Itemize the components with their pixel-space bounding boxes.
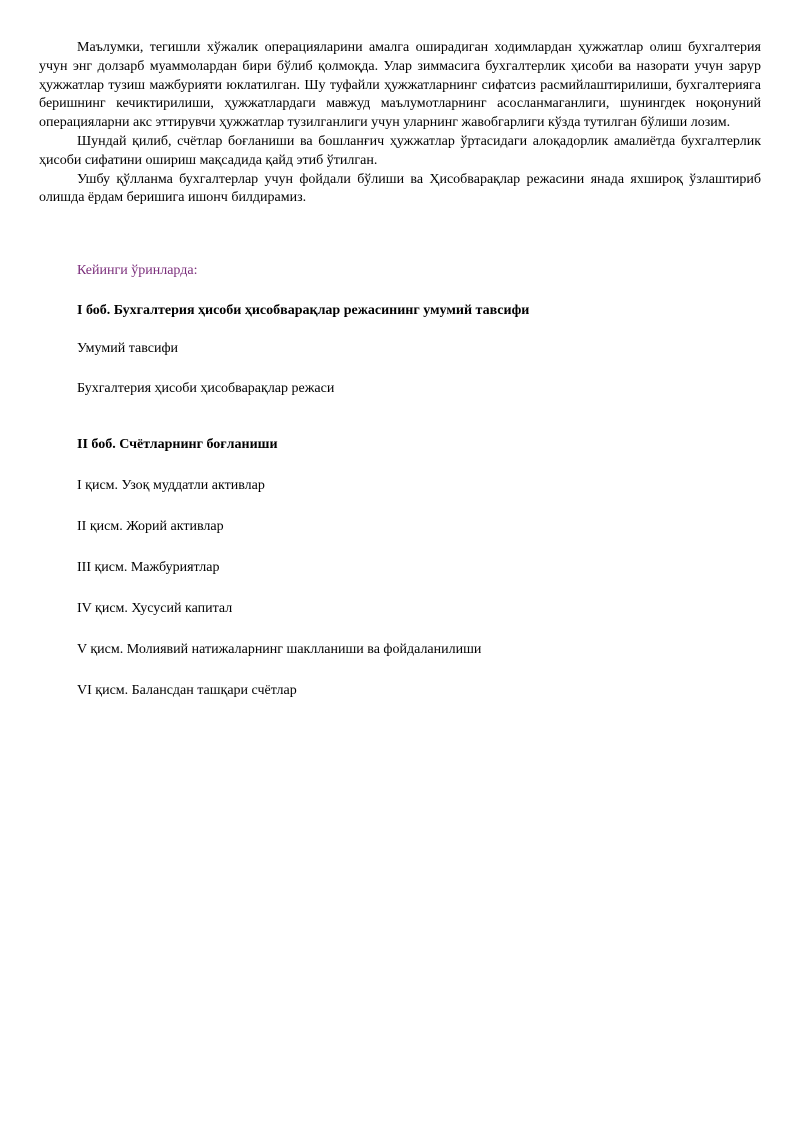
chapter-2-item: III қисм. Мажбуриятлар [77,560,220,576]
chapter-2-item: II қисм. Жорий активлар [77,519,224,535]
chapter-2-item: VI қисм. Балансдан ташқари счётлар [77,683,297,699]
chapter-1-title: I боб. Бухгалтерия ҳисоби ҳисобварақлар режасининг умумий тавсифи [77,303,530,319]
chapter-2-item: V қисм. Молиявий натижаларнинг шаклланиши ва фойдаланилиши [77,642,482,658]
chapter-2-item: I қисм. Узоқ муддатли активлар [77,478,265,494]
chapter-2-title: II боб. Счётларнинг боғланиши [77,437,278,453]
body-paragraph: Маълумки, тегишли хўжалик операцияларини амалга оширадиган ходимлардан ҳужжатлар олиш бухгалтерия учун энг долзарб муаммолардан бири бўлиб қолмоқда. Улар зиммасига бухгалтерлик ҳисоби ва назорати учун зарур ҳужжатлар тузиш мажбурияти юклатилган. Шу туфайли ҳужжатларнинг сифатсиз расмийлаштирилиши, бухгалтерияга беришнинг кечиктирилиши, ҳужжатлардаги мавжуд маълумотларнинг асосланмаганлиги, шунингдек ноқонуний операцияларни акс эттирувчи ҳужжатлар тузилганлиги учун уларнинг жавобгарлиги кўзда тутилган бўлиши лозим. [39,40,761,131]
chapter-2-item: IV қисм. Хусусий капитал [77,601,233,617]
body-paragraph: Ушбу қўлланма бухгалтерлар учун фойдали бўлиши ва Ҳисобварақлар режасини янада яхшироқ ўзлаштириб олишда ёрдам беришига ишонч билдирамиз. [39,171,761,206]
body-paragraph: Шундай қилиб, счётлар боғланиши ва бошланғич ҳужжатлар ўртасидаги алоқадорлик амалиётда бухгалтерлик ҳисоби сифатини ошириш мақсадида қайд этиб ўтилган. [39,133,761,168]
contents-heading: Кейинги ўринларда: [77,263,198,279]
chapter-1-item: Умумий тавсифи [77,341,179,357]
chapter-1-item: Бухгалтерия ҳисоби ҳисобварақлар режаси [77,381,335,397]
